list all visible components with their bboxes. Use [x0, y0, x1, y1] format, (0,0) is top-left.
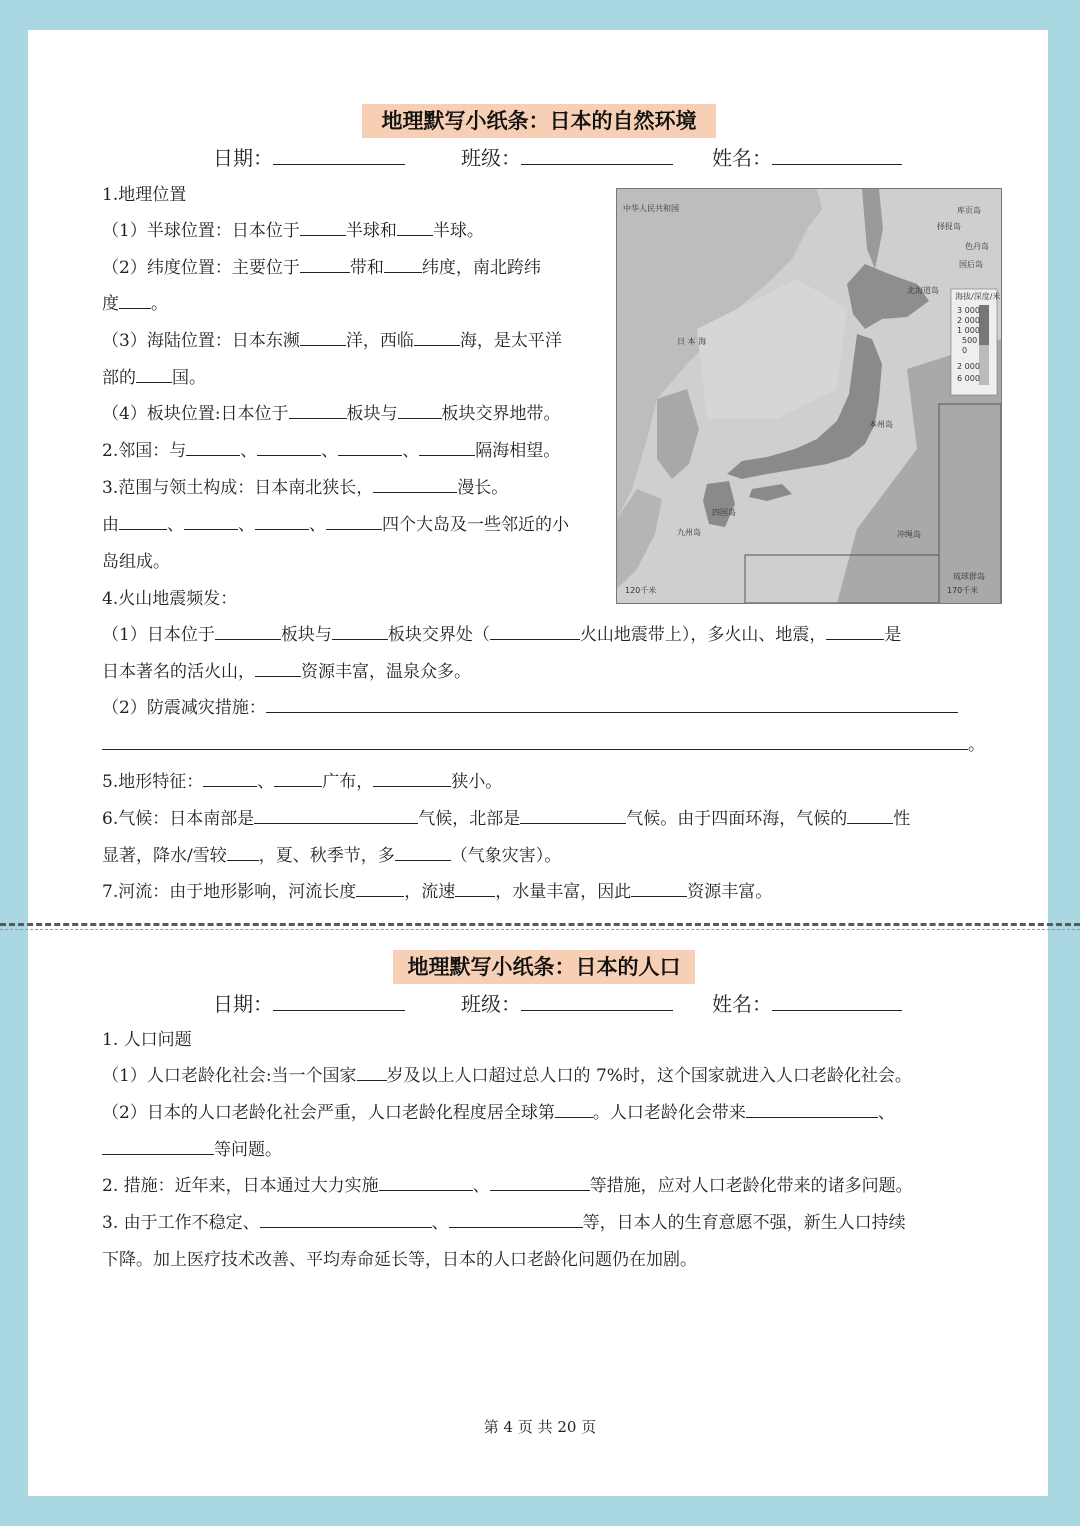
- q4-2: （2）防震减灾措施：: [102, 696, 958, 720]
- blank[interactable]: [414, 329, 460, 346]
- blank[interactable]: [398, 402, 442, 419]
- blank[interactable]: [300, 329, 346, 346]
- map-graphic: [617, 189, 1001, 603]
- name-label: 姓名：: [712, 146, 772, 170]
- q7: 7.河流：由于地形影响，河流长度 ，流速 ，水量丰富，因此 资源丰富。: [102, 882, 773, 902]
- blank[interactable]: [395, 844, 451, 861]
- blank[interactable]: [379, 1174, 473, 1191]
- blank[interactable]: [356, 880, 404, 897]
- name-field[interactable]: [772, 992, 902, 1011]
- blank[interactable]: [257, 439, 321, 456]
- svg-text:170千米: 170千米: [947, 586, 979, 595]
- svg-text:6 000: 6 000: [957, 374, 980, 383]
- p1-2-cont: 等问题。: [102, 1138, 282, 1162]
- q5: 5.地形特征： 、 广布， 狭小。: [102, 772, 503, 792]
- svg-text:库页岛: 库页岛: [957, 206, 981, 215]
- section2-date: [213, 991, 405, 1017]
- cut-line-secondary: [0, 929, 1080, 930]
- blank[interactable]: [266, 696, 958, 713]
- blank[interactable]: [419, 439, 475, 456]
- date-label: 日期：: [213, 146, 273, 170]
- blank[interactable]: [631, 880, 687, 897]
- q6-cont: 显著，降水/雪较 ，夏、秋季节，多 （气象灾害）。: [102, 846, 562, 866]
- japan-relief-map: [616, 188, 1002, 604]
- blank[interactable]: [397, 219, 433, 236]
- blank[interactable]: [373, 476, 457, 493]
- blank[interactable]: [186, 439, 240, 456]
- section1-header-row: [213, 145, 405, 171]
- q1-1: （1）半球位置：日本位于 半球和 半球。: [102, 221, 484, 241]
- blank[interactable]: [555, 1101, 593, 1118]
- svg-text:2 000: 2 000: [957, 362, 980, 371]
- blank[interactable]: [826, 623, 884, 640]
- section1-name: [712, 145, 902, 171]
- q1-2: （2）纬度位置：主要位于 带和 纬度，南北跨纬: [102, 258, 541, 278]
- cut-line: [0, 923, 1080, 926]
- blank[interactable]: [300, 256, 350, 273]
- blank[interactable]: [455, 880, 495, 897]
- blank[interactable]: [338, 439, 402, 456]
- svg-text:四国岛: 四国岛: [712, 508, 736, 517]
- q4-1: （1）日本位于 板块与 板块交界处（ 火山地震带上），多火山、地震， 是: [102, 625, 902, 645]
- q4-1-cont: 日本著名的活火山， 资源丰富，温泉众多。: [102, 662, 471, 682]
- q3: 3.范围与领土构成：日本南北狭长， 漫长。: [102, 478, 509, 498]
- blank[interactable]: [136, 366, 172, 383]
- svg-text:日 本 海: 日 本 海: [677, 337, 707, 346]
- q1-3-cont: 部的 国。: [102, 368, 206, 388]
- blank[interactable]: [255, 513, 309, 530]
- blank[interactable]: [119, 292, 151, 309]
- svg-text:九州岛: 九州岛: [677, 528, 701, 537]
- svg-text:120千米: 120千米: [625, 586, 657, 595]
- blank[interactable]: [746, 1101, 878, 1118]
- section1-title: 地理默写小纸条：日本的自然环境: [362, 104, 716, 138]
- section2-class: [461, 991, 673, 1017]
- blank[interactable]: [373, 770, 451, 787]
- blank[interactable]: [490, 623, 580, 640]
- blank[interactable]: [289, 402, 347, 419]
- page-number: 第 4 页 共 20 页: [483, 1418, 597, 1436]
- date-field[interactable]: [273, 146, 405, 165]
- p3-cont: 下降。加上医疗技术改善、平均寿命延长等，日本的人口老龄化问题仍在加剧。: [102, 1250, 697, 1270]
- svg-text:中华人民共和国: 中华人民共和国: [623, 204, 679, 213]
- svg-text:海拔/深度/米: 海拔/深度/米: [955, 292, 1001, 301]
- blank[interactable]: [384, 256, 422, 273]
- date-label: 日期：: [213, 992, 273, 1016]
- blank[interactable]: [274, 770, 322, 787]
- blank[interactable]: [847, 807, 893, 824]
- blank[interactable]: [119, 513, 167, 530]
- svg-text:1 000: 1 000: [957, 326, 980, 335]
- svg-text:琉球群岛: 琉球群岛: [953, 572, 985, 581]
- q4-2-cont: 。: [102, 733, 985, 757]
- section2-name: [712, 991, 902, 1017]
- q4-heading: 4.火山地震频发：: [102, 589, 238, 609]
- blank[interactable]: [260, 1211, 432, 1228]
- name-field[interactable]: [772, 146, 902, 165]
- blank[interactable]: [326, 513, 382, 530]
- class-label: 班级：: [461, 992, 521, 1016]
- q1-heading: 1.地理位置: [102, 185, 187, 205]
- q1-4: （4）板块位置:日本位于 板块与 板块交界地带。: [102, 404, 561, 424]
- blank[interactable]: [254, 807, 418, 824]
- blank[interactable]: [520, 807, 626, 824]
- q1-3: （3）海陆位置：日本东濒 洋，西临 海，是太平洋: [102, 331, 562, 351]
- svg-text:北海道岛: 北海道岛: [907, 286, 939, 295]
- blank[interactable]: [102, 1138, 214, 1155]
- q1-2-cont: 度 。: [102, 294, 168, 314]
- p2: 2. 措施：近年来，日本通过大力实施 、 等措施，应对人口老龄化带来的诸多问题。: [102, 1176, 913, 1196]
- svg-text:国后岛: 国后岛: [959, 260, 983, 269]
- svg-text:0: 0: [962, 346, 968, 355]
- section2-title: 地理默写小纸条：日本的人口: [393, 950, 695, 984]
- blank[interactable]: [357, 1064, 387, 1081]
- p1-heading: 1. 人口问题: [102, 1030, 192, 1050]
- name-label: 姓名：: [712, 992, 772, 1016]
- q3-cont2: 岛组成。: [102, 552, 170, 572]
- blank[interactable]: [332, 623, 388, 640]
- q6: 6.气候：日本南部是 气候，北部是 气候。由于四面环海，气候的 性: [102, 809, 911, 829]
- p1-1: （1）人口老龄化社会:当一个国家 岁及以上人口超过总人口的 7%时，这个国家就进入人口老龄化社会。: [102, 1066, 912, 1086]
- class-field[interactable]: [521, 146, 673, 165]
- svg-text:500: 500: [962, 336, 978, 345]
- svg-text:3 000: 3 000: [957, 306, 980, 315]
- blank[interactable]: [300, 219, 346, 236]
- q2: 2.邻国：与 、 、 、 隔海相望。: [102, 441, 561, 461]
- date-field[interactable]: [273, 992, 405, 1011]
- blank[interactable]: [255, 660, 301, 677]
- q3-cont: 由 、 、 、 四个大岛及一些邻近的小: [102, 515, 569, 535]
- p3: 3. 由于工作不稳定、 、 等，日本人的生育意愿不强，新生人口持续: [102, 1213, 906, 1233]
- blank[interactable]: [227, 844, 259, 861]
- svg-text:冲绳岛: 冲绳岛: [897, 530, 921, 539]
- svg-text:色丹岛: 色丹岛: [965, 242, 989, 251]
- class-field[interactable]: [521, 992, 673, 1011]
- blank[interactable]: [449, 1211, 583, 1228]
- section1-class: [461, 145, 673, 171]
- blank[interactable]: [490, 1174, 590, 1191]
- svg-text:择捉岛: 择捉岛: [937, 222, 961, 231]
- blank[interactable]: [215, 623, 281, 640]
- blank[interactable]: [102, 733, 968, 750]
- class-label: 班级：: [461, 146, 521, 170]
- svg-text:2 000: 2 000: [957, 316, 980, 325]
- svg-text:本州岛: 本州岛: [869, 420, 893, 429]
- blank[interactable]: [184, 513, 238, 530]
- blank[interactable]: [203, 770, 257, 787]
- p1-2: （2）日本的人口老龄化社会严重，人口老龄化程度居全球第 。人口老龄化会带来 、: [102, 1103, 895, 1123]
